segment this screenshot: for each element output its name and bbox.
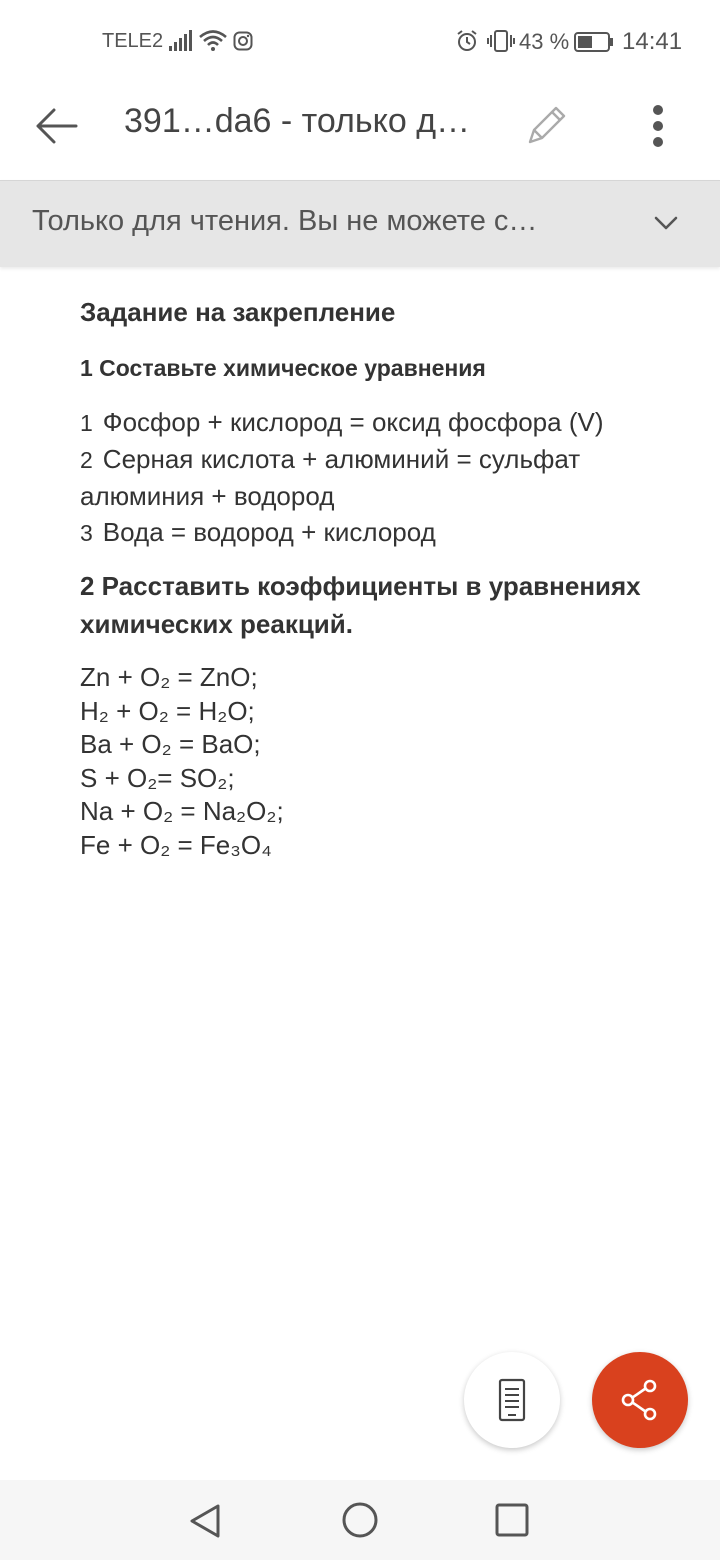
task-2-title: 2 Расставить коэффициенты в уравнениях химических реакций. [80, 571, 641, 639]
item-number: 2 [80, 447, 93, 473]
alarm-icon [455, 29, 479, 53]
document-body [80, 294, 660, 862]
reader-mode-button[interactable] [464, 1352, 560, 1448]
item-number: 1 [80, 410, 93, 436]
item-text: Серная кислота + алюминий = сульфат алюминия + водород [80, 444, 581, 511]
status-bar [0, 0, 720, 84]
task-1-title: 1 Составьте химическое уравнения [80, 355, 486, 381]
carrier-label: TELE2 [102, 30, 164, 52]
battery-percent: 43 % [519, 29, 570, 54]
document-heading: Задание на закрепление [80, 297, 396, 327]
more-vert-icon[interactable] [636, 100, 680, 152]
equation: Fe + O₂ = Fe₃O₄ [80, 829, 272, 860]
equation: Ba + O₂ = BaO; [80, 729, 261, 759]
battery-icon [574, 32, 614, 52]
app-bar [0, 84, 720, 180]
chevron-down-icon[interactable] [650, 207, 682, 239]
back-arrow-icon[interactable] [30, 102, 86, 150]
vibrate-icon [486, 29, 516, 53]
reader-mode-icon [488, 1376, 536, 1424]
instagram-icon [233, 31, 253, 51]
task-1-item [80, 404, 660, 441]
pencil-icon[interactable] [520, 100, 572, 152]
nav-home-icon[interactable] [340, 1500, 380, 1540]
banner-text: Только для чтения. Вы не можете с… [32, 205, 538, 237]
system-nav-bar [0, 1480, 720, 1560]
equation: S + O₂= SO₂; [80, 762, 235, 793]
task-1-item [80, 441, 660, 514]
equation: Na + O₂ = Na₂O₂; [80, 796, 284, 826]
task-1-item [80, 514, 660, 551]
equation: Zn + O₂ = ZnO; [80, 662, 258, 692]
equation: H₂ + O₂ = H₂O; [80, 695, 255, 726]
clock: 14:41 [622, 28, 683, 55]
signal-icon [168, 30, 194, 52]
share-icon [616, 1376, 664, 1424]
item-number: 3 [80, 520, 93, 546]
wifi-icon [198, 28, 228, 52]
document-title: 391…da6 - только д… [124, 102, 471, 140]
nav-recents-icon[interactable] [494, 1502, 530, 1538]
item-text: Вода = водород + кислород [102, 517, 436, 547]
nav-back-icon[interactable] [186, 1502, 224, 1540]
share-button[interactable] [592, 1352, 688, 1448]
item-text: Фосфор + кислород = оксид фосфора (V) [102, 407, 604, 437]
read-only-banner[interactable] [0, 180, 720, 267]
